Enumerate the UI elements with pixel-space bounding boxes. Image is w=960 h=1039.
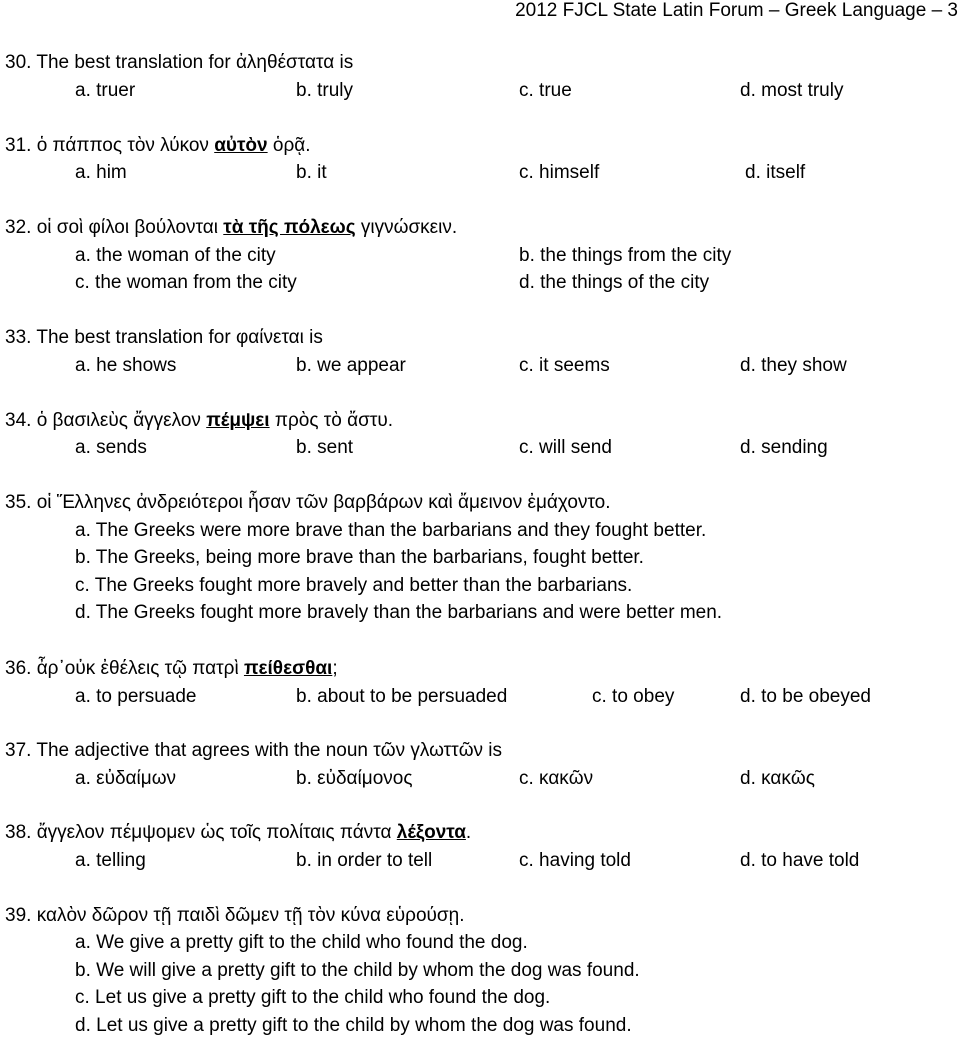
question-35-option-b: b. The Greeks, being more brave than the barbarians, fought better. xyxy=(75,547,644,568)
question-38-option-a: a. telling xyxy=(75,850,146,871)
question-32-option-b: b. the things from the city xyxy=(519,245,732,266)
question-31-stem xyxy=(5,135,311,157)
question-30-stem: 30. The best translation for ἀληθέστατα is xyxy=(5,52,354,73)
question-39-option-c: c. Let us give a pretty gift to the child who found the dog. xyxy=(75,987,551,1008)
question-32-stem-post: γιγνώσκειν. xyxy=(355,217,458,238)
question-31-option-b: b. it xyxy=(296,162,327,183)
question-37-stem: 37. The adjective that agrees with the noun τῶν γλωττῶν is xyxy=(5,740,503,761)
question-36-option-b: b. about to be persuaded xyxy=(296,686,508,707)
question-38-stem-post: . xyxy=(465,822,472,843)
question-34-stem xyxy=(5,410,393,432)
question-39-stem: 39. καλὸν δῶρον τῇ παιδὶ δῶμεν τῇ τὸν κύνα εὑρούσῃ. xyxy=(5,905,465,926)
question-31-stem-post: ὁρᾷ. xyxy=(267,135,311,156)
question-37-option-a: a. εὐδαίμων xyxy=(75,768,177,789)
question-30-option-c: c. true xyxy=(519,80,572,101)
question-35-stem: 35. οἱ Ἕλληνες ἀνδρειότεροι ἦσαν τῶν βαρβάρων καὶ ἄμεινον ἐμάχοντο. xyxy=(5,492,611,513)
question-34-option-d: d. sending xyxy=(740,437,828,458)
question-36-option-c: c. to obey xyxy=(592,686,675,707)
question-38-stem xyxy=(5,822,471,844)
question-31-highlight: αὐτὸν xyxy=(214,135,268,156)
question-33-option-a: a. he shows xyxy=(75,355,177,376)
question-33-option-d: d. they show xyxy=(740,355,847,376)
question-34-option-a: a. sends xyxy=(75,437,147,458)
question-32-stem-pre: 32. οἱ σοὶ φίλοι βούλονται xyxy=(5,217,224,238)
question-32-highlight: τὰ τῆς πόλεως xyxy=(223,217,356,238)
question-32-option-a: a. the woman of the city xyxy=(75,245,276,266)
question-38-option-d: d. to have told xyxy=(740,850,860,871)
question-30-option-d: d. most truly xyxy=(740,80,844,101)
question-38-option-b: b. in order to tell xyxy=(296,850,433,871)
question-31-option-a: a. him xyxy=(75,162,127,183)
question-35-option-d: d. The Greeks fought more bravely than the barbarians and were better men. xyxy=(75,602,723,623)
question-34-stem-post: πρὸς τὸ ἄστυ. xyxy=(269,410,394,431)
page-header: 2012 FJCL State Latin Forum – Greek Language – 3 xyxy=(515,0,958,21)
question-35-option-c: c. The Greeks fought more bravely and better than the barbarians. xyxy=(75,575,633,596)
question-34-highlight: πέμψει xyxy=(206,410,270,431)
question-33-option-b: b. we appear xyxy=(296,355,406,376)
question-33-stem: 33. The best translation for φαίνεται is xyxy=(5,327,323,348)
question-36-stem xyxy=(5,658,338,680)
question-37-option-b: b. εὐδαίμονος xyxy=(296,768,413,789)
question-34-option-b: b. sent xyxy=(296,437,354,458)
question-33-option-c: c. it seems xyxy=(519,355,610,376)
question-30-option-b: b. truly xyxy=(296,80,354,101)
question-34-option-c: c. will send xyxy=(519,437,612,458)
question-36-highlight: πείθεσθαι xyxy=(243,658,333,679)
question-31-stem-pre: 31. ὁ πάππος τὸν λύκον xyxy=(5,135,215,156)
question-36-stem-pre: 36. ἆρ᾽οὐκ ἐθέλεις τῷ πατρὶ xyxy=(5,658,244,679)
question-32-option-d: d. the things of the city xyxy=(519,272,710,293)
question-37-option-d: d. κακῶς xyxy=(740,768,815,789)
question-38-stem-pre: 38. ἄγγελον πέμψομεν ὡς τοῖς πολίταις πάντα xyxy=(5,822,397,843)
question-38-option-c: c. having told xyxy=(519,850,631,871)
question-32-option-c: c. the woman from the city xyxy=(75,272,297,293)
question-30-option-a: a. truer xyxy=(75,80,136,101)
question-36-stem-post: ; xyxy=(332,658,338,679)
question-35-option-a: a. The Greeks were more brave than the barbarians and they fought better. xyxy=(75,520,707,541)
question-37-option-c: c. κακῶν xyxy=(519,768,594,789)
question-36-option-a: a. to persuade xyxy=(75,686,197,707)
question-39-option-a: a. We give a pretty gift to the child who found the dog. xyxy=(75,932,528,953)
question-34-stem-pre: 34. ὁ βασιλεὺς ἄγγελον xyxy=(5,410,207,431)
question-39-option-d: d. Let us give a pretty gift to the child by whom the dog was found. xyxy=(75,1015,632,1036)
question-39-option-b: b. We will give a pretty gift to the child by whom the dog was found. xyxy=(75,960,640,981)
question-36-option-d: d. to be obeyed xyxy=(740,686,871,707)
question-31-option-d: d. itself xyxy=(745,162,806,183)
question-32-stem xyxy=(5,217,457,239)
question-38-highlight: λέξοντα xyxy=(396,822,466,843)
question-31-option-c: c. himself xyxy=(519,162,600,183)
